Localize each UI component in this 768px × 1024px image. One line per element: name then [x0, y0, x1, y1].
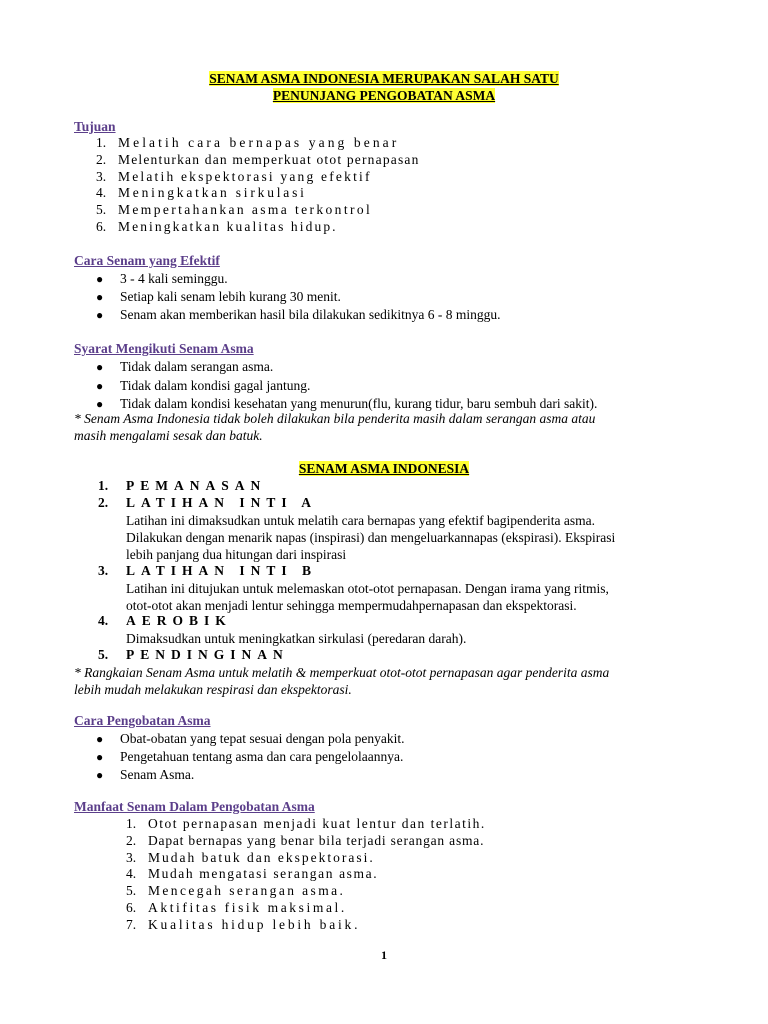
list-item: 3. Mudah batuk dan ekspektorasi.: [126, 849, 375, 865]
manfaat-heading: Manfaat Senam Dalam Pengobatan Asma: [74, 799, 315, 814]
section-latihan-inti-b: 3. LATIHAN INTI B: [98, 563, 318, 578]
title-line-2: PENUNJANG PENGOBATAN ASMA: [272, 88, 496, 103]
page-number: 1: [381, 948, 387, 962]
title-line-1: SENAM ASMA INDONESIA MERUPAKAN SALAH SATU: [209, 71, 559, 86]
list-item: ● Setiap kali senam lebih kurang 30 menit.: [96, 289, 341, 304]
tujuan-list: [96, 135, 420, 236]
list-item: ● 3 - 4 kali seminggu.: [96, 271, 228, 286]
list-item: 5. Mencegah serangan asma.: [126, 883, 346, 899]
document-title: [0, 70, 768, 104]
pengobatan-heading: Cara Pengobatan Asma: [74, 713, 211, 728]
bullet-icon: ●: [96, 397, 104, 411]
list-item: ● Senam akan memberikan hasil bila dilakukan sedikitnya 6 - 8 minggu.: [96, 307, 501, 322]
list-item: ● Tidak dalam kondisi gagal jantung.: [96, 377, 597, 396]
aerobik-description: Dimaksudkan untuk meningkatkan sirkulasi (peredaran darah).: [126, 631, 467, 646]
syarat-list: [96, 358, 597, 414]
list-item: 3. Melatih ekspektorasi yang efektif: [96, 168, 372, 184]
section-pemanasan: 1. PEMANASAN: [98, 478, 267, 493]
list-item: 5. Mempertahankan asma terkontrol: [96, 202, 373, 218]
pengobatan-list: [96, 730, 405, 784]
bullet-icon: ●: [96, 308, 104, 322]
bullet-icon: ●: [96, 378, 104, 393]
syarat-heading: Syarat Mengikuti Senam Asma: [74, 341, 254, 356]
bullet-icon: ●: [96, 360, 104, 374]
list-item: 1. Melatih cara bernapas yang benar: [96, 135, 400, 150]
list-item: ● Tidak dalam kondisi kesehatan yang menurun(flu, kurang tidur, baru sembuh dari sakit).: [96, 395, 597, 414]
list-item: 4. Meningkatkan sirkulasi: [96, 185, 307, 201]
list-item: 6. Aktifitas fisik maksimal.: [126, 899, 347, 915]
list-item: ● Senam Asma.: [96, 767, 195, 782]
list-item: 2. Dapat bernapas yang benar bila terjadi serangan asma.: [126, 832, 485, 848]
manfaat-list: [126, 816, 486, 934]
list-item: ● Pengetahuan tentang asma dan cara pengelolaannya.: [96, 749, 404, 764]
bullet-icon: ●: [96, 750, 104, 764]
section-latihan-inti-a: 2. LATIHAN INTI A: [98, 495, 318, 510]
tujuan-heading: Tujuan: [74, 119, 116, 134]
section-aerobik: 4. AEROBIK: [98, 613, 232, 628]
bullet-icon: ●: [96, 290, 104, 304]
list-item: 2. Melenturkan dan memperkuat otot pernapasan: [96, 151, 420, 167]
section-pendinginan: 5. PENDINGINAN: [98, 647, 289, 662]
list-item: ● Tidak dalam serangan asma.: [96, 358, 597, 377]
latihan-inti-a-description: Latihan ini dimaksudkan untuk melatih cara bernapas yang efektif bagipenderita asma. Dilakukan dengan menarik napas (inspirasi) dan mengeluarkannapas (ekspirasi). Ekspirasi lebih panjang dua hitungan dari inspirasi: [126, 513, 616, 562]
latihan-inti-b-description: Latihan ini ditujukan untuk melemaskan otot-otot pernapasan. Dengan irama yang ritmis, otot-otot akan menjadi lentur sehingga mempermudahpernapasan dan ekspektorasi.: [126, 581, 609, 613]
bullet-icon: ●: [96, 732, 104, 746]
list-item: 1. Otot pernapasan menjadi kuat lentur dan terlatih.: [126, 816, 486, 831]
senam-title: SENAM ASMA INDONESIA: [298, 461, 470, 476]
senam-note: * Rangkaian Senam Asma untuk melatih & memperkuat otot-otot pernapasan agar penderita asma lebih mudah melakukan respirasi dan ekspektorasi.: [74, 665, 610, 697]
syarat-note: * Senam Asma Indonesia tidak boleh dilakukan bila penderita masih dalam serangan asma atau masih mengalami sesak dan batuk.: [74, 411, 596, 443]
bullet-icon: ●: [96, 272, 104, 286]
bullet-icon: ●: [96, 768, 104, 782]
list-item: 6. Meningkatkan kualitas hidup.: [96, 218, 338, 234]
cara-senam-heading: Cara Senam yang Efektif: [74, 253, 220, 268]
list-item: 7. Kualitas hidup lebih baik.: [126, 916, 361, 932]
list-item: 4. Mudah mengatasi serangan asma.: [126, 866, 379, 882]
cara-senam-list: [96, 270, 501, 324]
list-item: ● Obat-obatan yang tepat sesuai dengan pola penyakit.: [96, 731, 405, 746]
